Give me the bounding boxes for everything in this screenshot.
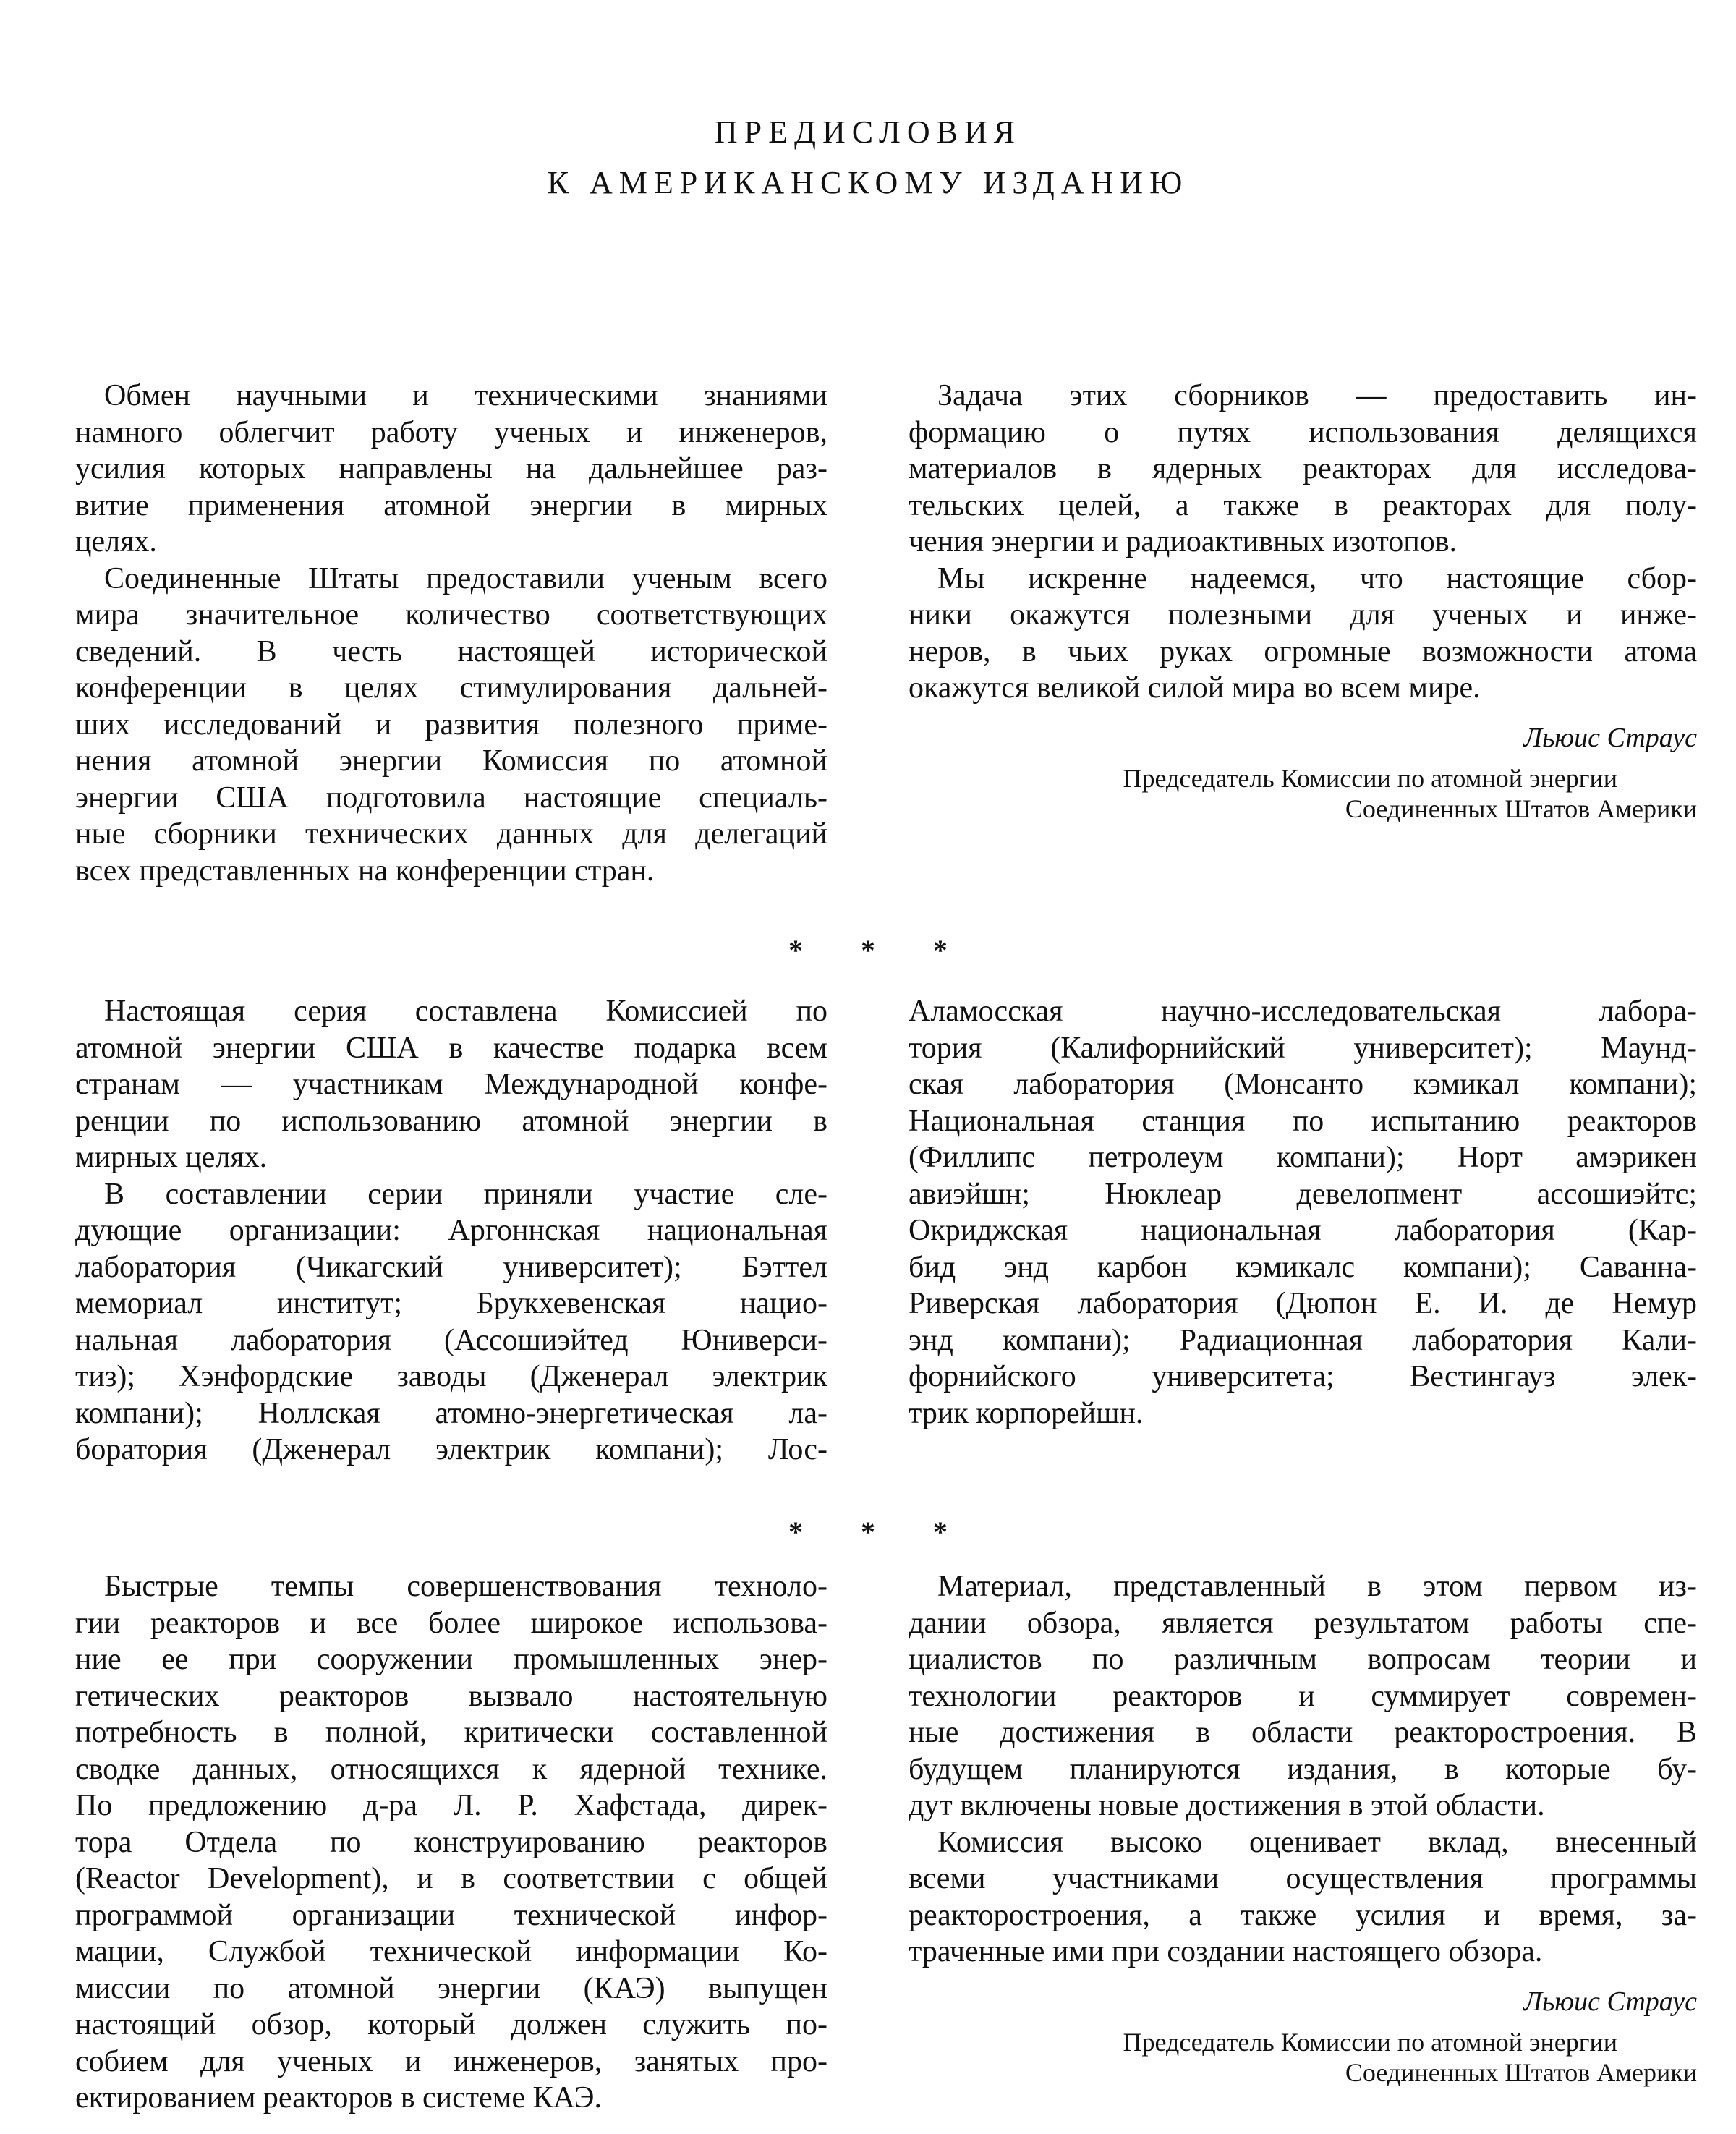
text-line: мира значительное количество соответствующих <box>75 598 827 632</box>
text-line: ренции по использованию атомной энергии в <box>75 1104 827 1138</box>
paragraph <box>909 1824 1697 1971</box>
text-line: сводке данных, относящихся к ядерной технике. <box>75 1752 827 1786</box>
text-line: технологии реакторов и суммирует современ- <box>909 1679 1697 1713</box>
separator-star: * <box>933 1516 948 1548</box>
paragraph <box>909 561 1697 707</box>
text-line: всеми участниками осуществления программы <box>909 1862 1697 1895</box>
text-line: ектированием реакторов в системе КАЭ. <box>75 2081 603 2114</box>
text-line: боратория (Дженерал электрик компани); Лос- <box>75 1433 827 1466</box>
text-line: ные сборники технических данных для делегаций <box>75 817 827 851</box>
text-line: лаборатория (Чикагский университет); Бэттел <box>75 1250 827 1284</box>
text-line: атомной энергии США в качестве подарка всем <box>75 1031 827 1065</box>
text-line: намного облегчит работу ученых и инженеров, <box>75 415 827 449</box>
text-line: собием для ученых и инженеров, занятых про- <box>75 2044 827 2078</box>
text-line: материалов в ядерных реакторах для исследова- <box>909 452 1697 485</box>
separator-star: * <box>788 934 803 966</box>
section-separator <box>788 1515 948 1549</box>
text-line: Аламосская научно-исследовательская лабора- <box>909 995 1697 1028</box>
signatory-title: Председатель Комиссии по атомной энергии <box>1123 764 1617 793</box>
paragraph <box>909 378 1697 561</box>
text-line: странам — участникам Международной конфе- <box>75 1068 827 1101</box>
signature-block <box>909 1984 1697 2088</box>
title-line-1: ПРЕДИСЛОВИЯ <box>714 114 1022 150</box>
text-line: Обмен научными и техническими знаниями <box>104 379 827 412</box>
title-line-2: К АМЕРИКАНСКОМУ ИЗДАНИЮ <box>547 165 1189 200</box>
separator-star: * <box>861 934 875 966</box>
text-line: программой организации технической инфор- <box>75 1898 827 1932</box>
text-line: чения энергии и радиоактивных изотопов. <box>909 525 1458 558</box>
right-column <box>909 378 1697 824</box>
text-line: сведений. В честь настоящей исторической <box>75 634 827 668</box>
text-line: Окриджская национальная лаборатория (Кар- <box>909 1214 1697 1247</box>
text-line: Быстрые темпы совершенствования техноло- <box>104 1570 827 1603</box>
text-line: траченные ими при создании настоящего обзора. <box>909 1935 1543 1968</box>
left-column <box>75 993 827 1468</box>
text-line: тельских целей, а также в реакторах для полу- <box>909 488 1697 522</box>
paragraph <box>909 993 1697 1432</box>
text-line: авиэйшн; Нюклеар девелопмент ассошиэйтс; <box>909 1177 1697 1211</box>
text-line: дании обзора, является результатом работы спе- <box>909 1606 1697 1640</box>
paragraph <box>75 378 827 561</box>
text-line: конференции в целях стимулирования дальней- <box>75 671 827 705</box>
text-line: мемориал институт; Брукхевенская нацио- <box>75 1287 827 1320</box>
text-line: Риверская лаборатория (Дюпон Е. И. де Немур <box>909 1287 1697 1320</box>
text-line: мации, Службой технической информации Ко- <box>75 1935 827 1968</box>
text-line: потребность в полной, критически составленной <box>75 1716 827 1749</box>
text-line: (Reactor Development), и в соответствии с общей <box>75 1862 827 1895</box>
text-line: окажутся великой силой мира во всем мире. <box>909 671 1481 705</box>
left-column <box>75 378 827 889</box>
text-line: гетических реакторов вызвало настоятельную <box>75 1679 827 1713</box>
signatory-title: Председатель Комиссии по атомной энергии <box>1123 2028 1617 2057</box>
text-line: (Филлипс петролеум компани); Норт амэрикен <box>909 1141 1697 1174</box>
text-line: усилия которых направлены на дальнейшее раз- <box>75 452 827 485</box>
signatory-title: Соединенных Штатов Америки <box>1345 2058 1697 2087</box>
text-line: тиз); Хэнфордские заводы (Дженерал электрик <box>75 1360 827 1393</box>
text-line: трик корпорейшн. <box>909 1396 1144 1430</box>
signature-block <box>909 720 1697 825</box>
text-line: тора Отдела по конструированию реакторов <box>75 1825 827 1859</box>
paragraph <box>75 993 827 1176</box>
text-line: ние ее при сооружении промышленных энер- <box>75 1643 827 1676</box>
text-line: тория (Калифорнийский университет); Маунд- <box>909 1031 1697 1065</box>
text-line: По предложению д-ра Л. Р. Хафстада, дирек- <box>75 1789 827 1822</box>
text-line: дующие организации: Аргоннская национальная <box>75 1214 827 1247</box>
text-line: циалистов по различным вопросам теории и <box>909 1643 1697 1676</box>
text-line: бид энд карбон кэмикалс компани); Саванна- <box>909 1250 1697 1284</box>
text-line: энд компани); Радиационная лаборатория Кали- <box>909 1323 1697 1357</box>
signatory-title: Соединенных Штатов Америки <box>1345 794 1697 823</box>
paragraph <box>909 1568 1697 1824</box>
text-line: Задача этих сборников — предоставить ин- <box>937 379 1697 412</box>
separator-star: * <box>861 1516 875 1548</box>
paragraph <box>75 561 827 890</box>
text-line: витие применения атомной энергии в мирных <box>75 488 827 522</box>
text-line: будущем планируются издания, в которые бу- <box>909 1752 1697 1786</box>
text-line: миссии по атомной энергии (КАЭ) выпущен <box>75 1971 827 2005</box>
text-line: компани); Ноллская атомно-энергетическая ла- <box>75 1396 827 1430</box>
text-line: В составлении серии приняли участие сле- <box>104 1177 827 1211</box>
text-line: ники окажутся полезными для ученых и инже- <box>909 598 1697 632</box>
paragraph <box>75 1176 827 1468</box>
section-separator <box>788 933 948 967</box>
text-line: дут включены новые достижения в этой области. <box>909 1789 1545 1822</box>
text-line: Настоящая серия составлена Комиссией по <box>104 995 827 1028</box>
text-line: всех представленных на конференции стран. <box>75 854 655 888</box>
signatory-name: Льюис Страус <box>1523 722 1697 753</box>
paragraph <box>75 1568 827 2117</box>
text-line: ших исследований и развития полезного приме- <box>75 707 827 741</box>
text-line: гии реакторов и все более широкое использова- <box>75 1606 827 1640</box>
signatory-name: Льюис Страус <box>1523 1986 1697 2017</box>
text-line: форнийского университета; Вестингауз элек- <box>909 1360 1697 1393</box>
separator-star: * <box>788 1516 803 1548</box>
text-line: Мы искренне надеемся, что настоящие сбор- <box>937 561 1697 595</box>
text-line: нальная лаборатория (Ассошиэйтед Юниверси- <box>75 1323 827 1357</box>
text-line: мирных целях. <box>75 1141 268 1174</box>
text-line: реакторостроения, а также усилия и время, за- <box>909 1898 1697 1932</box>
text-line: Национальная станция по испытанию реакторов <box>909 1104 1697 1138</box>
right-column <box>909 1568 1697 2088</box>
text-line: формацию о путях использования делящихся <box>909 415 1697 449</box>
text-line: ные достижения в области реакторостроения. В <box>909 1716 1697 1749</box>
text-line: энергии США подготовила настоящие специаль- <box>75 781 827 815</box>
separator-star: * <box>933 934 948 966</box>
text-line: настоящий обзор, который должен служить по- <box>75 2008 827 2041</box>
right-column <box>909 993 1697 1432</box>
text-line: Материал, представленный в этом первом из- <box>937 1570 1697 1603</box>
text-line: Комиссия высоко оценивает вклад, внесенный <box>937 1825 1697 1859</box>
text-line: ская лаборатория (Монсанто кэмикал компани); <box>909 1068 1697 1101</box>
left-column <box>75 1568 827 2117</box>
text-line: Соединенные Штаты предоставили ученым всего <box>104 561 827 595</box>
text-line: целях. <box>75 525 157 558</box>
text-line: неров, в чьих руках огромные возможности атома <box>909 634 1697 668</box>
text-line: нения атомной энергии Комиссия по атомной <box>75 744 827 778</box>
